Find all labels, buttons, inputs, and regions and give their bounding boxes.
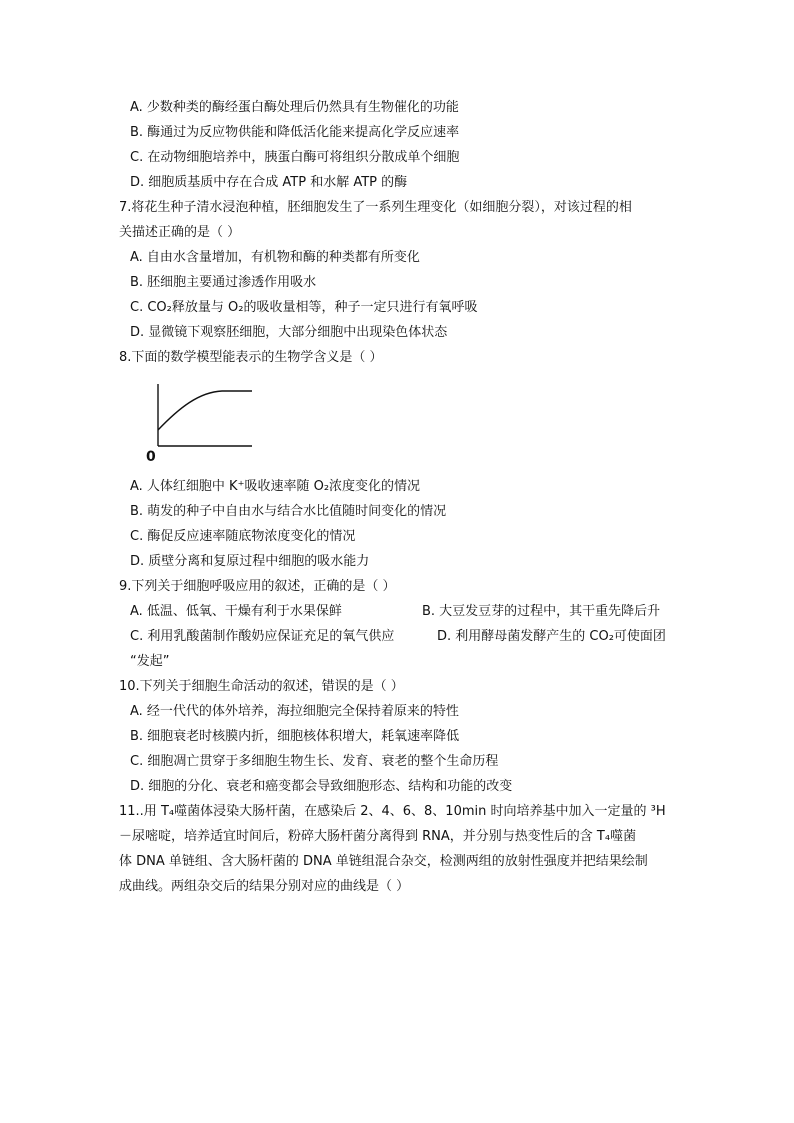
q9-option-d-cont: “发起”	[130, 654, 170, 669]
q6-option-d: D. 细胞质基质中存在合成 ATP 和水解 ATP 的酶	[130, 175, 408, 190]
q8-option-d: D. 质壁分离和复原过程中细胞的吸水能力	[130, 554, 370, 569]
q7-option-c: C. CO₂释放量与 O₂的吸收量相等，种子一定只进行有氧呼吸	[130, 300, 478, 315]
q9-option-d: D. 利用酵母菌发酵产生的 CO₂可使面团	[437, 629, 666, 644]
saturation-curve-figure	[144, 370, 264, 466]
q11-line3: 体 DNA 单链组、含大肠杆菌的 DNA 单链组混合杂交，检测两组的放射性强度并把结果绘制	[119, 854, 648, 869]
q6-option-b: B. 酶通过为反应物供能和降低活化能来提高化学反应速率	[130, 125, 460, 140]
q9-option-b: B. 大豆发豆芽的过程中，其干重先降后升	[422, 604, 661, 619]
q9-option-c: C. 利用乳酸菌制作酸奶应保证充足的氧气供应	[130, 629, 395, 644]
q8-option-c: C. 酶促反应速率随底物浓度变化的情况	[130, 529, 356, 544]
q9-option-a: A. 低温、低氧、干燥有利于水果保鲜	[130, 604, 342, 619]
q8-stem: 8.下面的数学模型能表示的生物学含义是（ ）	[119, 350, 383, 365]
q7-option-d: D. 显微镜下观察胚细胞，大部分细胞中出现染色体状态	[130, 325, 448, 340]
q6-option-c: C. 在动物细胞培养中，胰蛋白酶可将组织分散成单个细胞	[130, 150, 460, 165]
q7-stem-line1: 7.将花生种子清水浸泡种植，胚细胞发生了一系列生理变化（如细胞分裂），对该过程的相	[119, 200, 632, 215]
q7-option-b: B. 胚细胞主要通过渗透作用吸水	[130, 275, 317, 290]
q10-option-d: D. 细胞的分化、衰老和癌变都会导致细胞形态、结构和功能的改变	[130, 779, 513, 794]
q10-option-c: C. 细胞凋亡贯穿于多细胞生物生长、发育、衰老的整个生命历程	[130, 754, 499, 769]
q10-option-a: A. 经一代代的体外培养，海拉细胞完全保持着原来的特性	[130, 704, 459, 719]
q7-stem-line2: 关描述正确的是（ ）	[119, 225, 241, 240]
graph-origin-label: 0	[146, 449, 156, 465]
q9-stem: 9.下列关于细胞呼吸应用的叙述，正确的是（ ）	[119, 579, 396, 594]
q10-stem: 10.下列关于细胞生命活动的叙述，错误的是（ ）	[119, 679, 404, 694]
q7-option-a: A. 自由水含量增加，有机物和酶的种类都有所变化	[130, 250, 420, 265]
q11-line1: 11..用 T₄噬菌体浸染大肠杆菌，在感染后 2、4、6、8、10min 时向培养基中加入一定量的 ³H	[119, 804, 666, 819]
q11-line4: 成曲线。两组杂交后的结果分别对应的曲线是（ ）	[119, 879, 410, 894]
saturation-curve	[158, 391, 252, 430]
q11-line2: －尿嘧啶，培养适宜时间后，粉碎大肠杆菌分离得到 RNA，并分别与热变性后的含 T₄噬菌	[119, 829, 637, 844]
q8-option-b: B. 萌发的种子中自由水与结合水比值随时间变化的情况	[130, 504, 447, 519]
q8-option-a: A. 人体红细胞中 K⁺吸收速率随 O₂浓度变化的情况	[130, 479, 421, 494]
q8-curve-graph	[144, 370, 264, 466]
q10-option-b: B. 细胞衰老时核膜内折，细胞核体积增大，耗氧速率降低	[130, 729, 460, 744]
q6-option-a: A. 少数种类的酶经蛋白酶处理后仍然具有生物催化的功能	[130, 100, 459, 115]
